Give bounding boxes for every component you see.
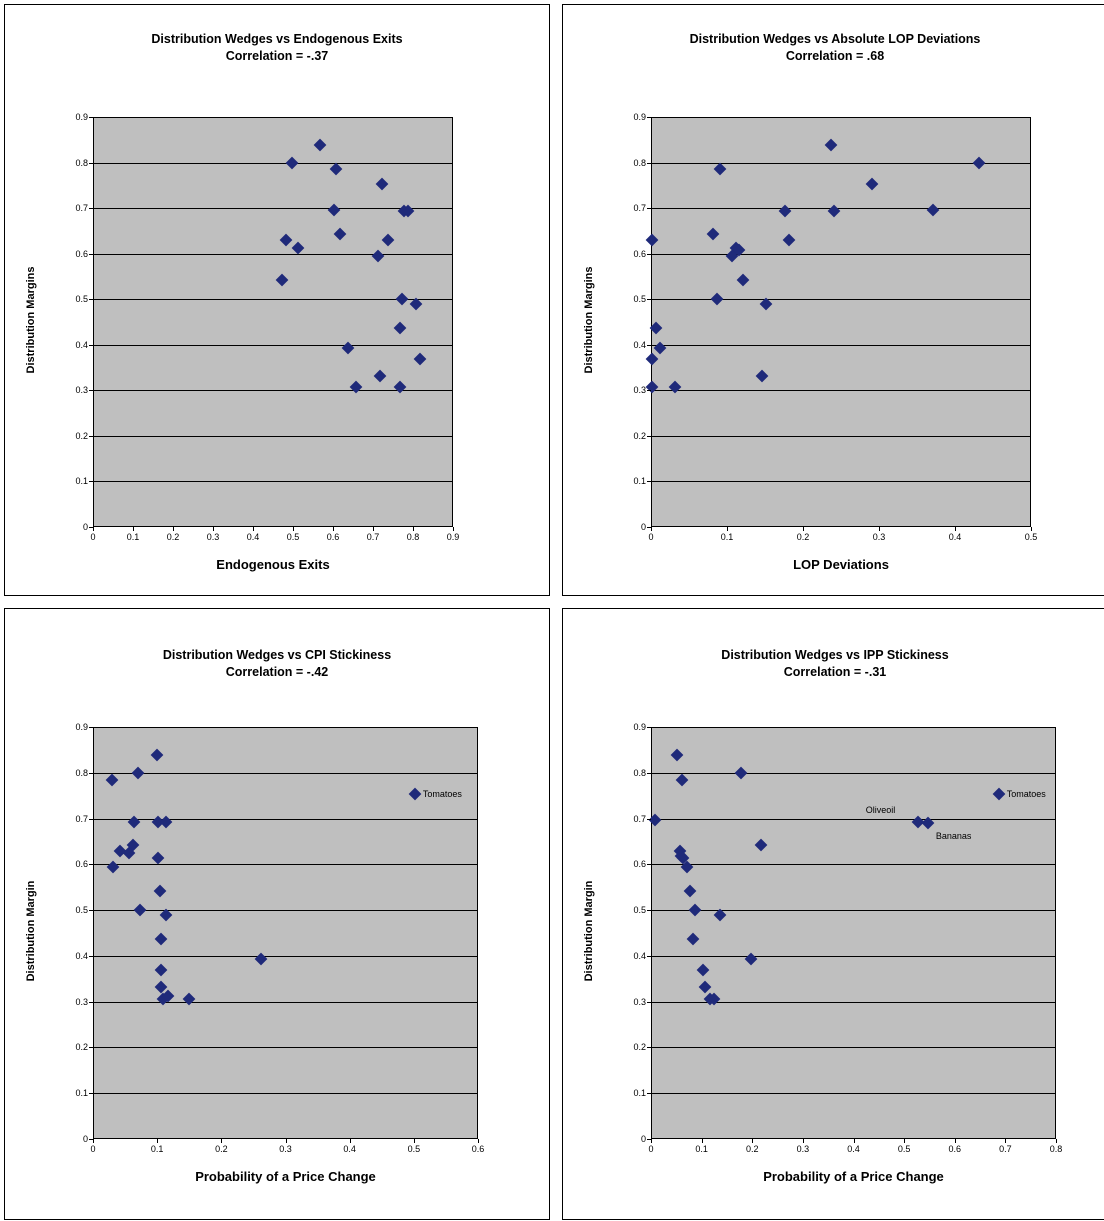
x-tick-mark (221, 1139, 222, 1143)
data-point (127, 815, 140, 828)
y-tick-label: 0.8 (633, 767, 646, 778)
x-tick-label: 0.6 (948, 1144, 962, 1154)
gridline-horizontal (94, 117, 452, 118)
gridline-horizontal (94, 773, 477, 774)
x-tick-label: 0.6 (326, 532, 340, 542)
plot-background (651, 117, 1031, 527)
data-point (756, 369, 769, 382)
x-tick-mark (293, 527, 294, 531)
x-tick-label: 0.9 (446, 532, 460, 542)
x-tick-mark (879, 527, 880, 531)
x-axis-label: Probability of a Price Change (195, 1169, 376, 1184)
x-tick-mark (133, 527, 134, 531)
point-annotation: Oliveoil (865, 804, 896, 815)
x-tick-label: 0.3 (872, 532, 886, 542)
y-tick-label: 0 (82, 1134, 88, 1144)
y-tick-mark (647, 1002, 651, 1003)
data-point (154, 884, 167, 897)
gridline-horizontal (652, 864, 1055, 865)
point-annotation: Bananas (935, 830, 972, 841)
x-tick-label: 0.1 (720, 532, 734, 542)
y-tick-label: 0.3 (633, 996, 646, 1007)
x-tick-label: 0.8 (1049, 1144, 1063, 1154)
chart-panel-endogenous-exits (4, 4, 550, 596)
data-point (714, 163, 727, 176)
y-tick-label: 0.2 (633, 1042, 646, 1053)
plot-background (651, 727, 1056, 1139)
data-point (151, 749, 164, 762)
data-point (154, 932, 167, 945)
y-tick-label: 0.1 (75, 1088, 88, 1099)
y-tick-mark (647, 1093, 651, 1094)
x-tick-mark (350, 1139, 351, 1143)
y-tick-label: 0.7 (75, 813, 88, 824)
y-tick-mark (647, 819, 651, 820)
data-point (394, 381, 407, 394)
y-tick-label: 0.6 (633, 859, 646, 870)
y-tick-mark (89, 864, 93, 865)
x-tick-label: 0.7 (366, 532, 380, 542)
y-tick-mark (89, 727, 93, 728)
data-point (314, 139, 327, 152)
x-tick-label: 0.1 (150, 1144, 164, 1154)
y-tick-mark (89, 481, 93, 482)
data-point (824, 139, 837, 152)
x-tick-mark (854, 1139, 855, 1143)
gridline-horizontal (652, 481, 1030, 482)
x-tick-label: 0.7 (999, 1144, 1012, 1154)
gridline-horizontal (652, 1047, 1055, 1048)
x-tick-mark (803, 527, 804, 531)
y-tick-label: 0 (640, 1134, 646, 1144)
chart-title-line2: Correlation = -.42 (225, 665, 329, 679)
x-tick-mark (803, 1139, 804, 1143)
chart-title-line1: Distribution Wedges vs CPI Stickiness (162, 648, 392, 662)
data-point (374, 369, 387, 382)
x-tick-mark (286, 1139, 287, 1143)
x-tick-label: 0.4 (948, 532, 962, 542)
data-point (668, 381, 681, 394)
chart-panel-ipp-stickiness (562, 608, 1104, 1220)
plot-area (75, 722, 485, 1154)
gridline-horizontal (94, 481, 452, 482)
y-tick-label: 0.8 (633, 157, 646, 168)
x-tick-mark (173, 527, 174, 531)
data-point (779, 205, 792, 218)
plot-area (633, 112, 1038, 542)
x-tick-label: 0.3 (279, 1144, 292, 1154)
data-point (107, 861, 120, 874)
gridline-horizontal (94, 1093, 477, 1094)
gridline-horizontal (652, 819, 1055, 820)
y-tick-label: 0.5 (633, 905, 646, 916)
y-tick-mark (647, 773, 651, 774)
y-tick-label: 0.1 (633, 1088, 646, 1099)
point-annotation: Tomatoes (1006, 789, 1046, 800)
y-tick-label: 0.2 (633, 430, 646, 441)
chart-panel-lop-deviations (562, 4, 1104, 596)
gridline-horizontal (652, 390, 1030, 391)
data-point (684, 884, 697, 897)
data-point (992, 788, 1005, 801)
x-tick-label: 0.2 (215, 1144, 228, 1154)
data-point (782, 233, 795, 246)
x-tick-label: 0.5 (1024, 532, 1038, 542)
y-tick-mark (89, 254, 93, 255)
y-tick-mark (89, 773, 93, 774)
data-point (106, 773, 119, 786)
gridline-horizontal (94, 956, 477, 957)
y-tick-mark (89, 163, 93, 164)
data-point (152, 852, 165, 865)
gridline-horizontal (94, 1002, 477, 1003)
data-point (653, 341, 666, 354)
x-tick-mark (904, 1139, 905, 1143)
data-point (254, 952, 267, 965)
x-tick-mark (1031, 527, 1032, 531)
x-tick-mark (413, 527, 414, 531)
y-tick-label: 0.8 (75, 767, 88, 778)
x-tick-mark (157, 1139, 158, 1143)
y-tick-label: 0.6 (633, 248, 646, 259)
y-tick-mark (647, 390, 651, 391)
y-tick-label: 0 (640, 522, 646, 532)
y-axis-label: Distribution Margin (583, 880, 595, 982)
data-point (648, 814, 661, 827)
data-point (710, 292, 723, 305)
chart-title (563, 647, 1104, 681)
x-axis-label: Probability of a Price Change (763, 1169, 944, 1184)
y-tick-mark (647, 345, 651, 346)
data-point (330, 163, 343, 176)
data-point (376, 178, 389, 191)
x-tick-label: 0.5 (407, 1144, 421, 1154)
x-axis-label: LOP Deviations (793, 557, 889, 572)
x-tick-label: 0.1 (126, 532, 140, 542)
y-tick-mark (89, 956, 93, 957)
y-tick-mark (647, 299, 651, 300)
data-point (276, 273, 289, 286)
y-tick-mark (647, 910, 651, 911)
x-tick-mark (453, 527, 454, 531)
y-tick-mark (89, 436, 93, 437)
y-tick-label: 0.1 (633, 476, 646, 487)
y-tick-label: 0.9 (75, 722, 88, 732)
y-tick-label: 0.3 (633, 385, 646, 396)
x-tick-label: 0.1 (695, 1144, 708, 1154)
data-point (927, 204, 940, 217)
gridline-horizontal (94, 864, 477, 865)
y-tick-label: 0.9 (633, 722, 646, 732)
data-point (408, 788, 421, 801)
data-point (286, 157, 299, 170)
x-tick-mark (651, 1139, 652, 1143)
data-point (183, 992, 196, 1005)
y-tick-mark (89, 299, 93, 300)
data-point (134, 903, 147, 916)
gridline-horizontal (94, 910, 477, 911)
y-tick-label: 0.7 (75, 203, 88, 214)
gridline-horizontal (652, 1093, 1055, 1094)
y-tick-label: 0.2 (75, 430, 88, 441)
x-tick-mark (333, 527, 334, 531)
x-tick-label: 0.4 (343, 1144, 356, 1154)
y-tick-mark (647, 481, 651, 482)
x-axis-label: Endogenous Exits (216, 557, 330, 572)
gridline-horizontal (652, 727, 1055, 728)
chart-title-line1: Distribution Wedges vs Endogenous Exits (151, 32, 403, 46)
y-tick-mark (89, 819, 93, 820)
y-tick-label: 0.4 (633, 950, 646, 961)
gridline-horizontal (94, 819, 477, 820)
y-tick-mark (89, 1002, 93, 1003)
data-point (372, 250, 385, 263)
y-tick-label: 0.1 (75, 476, 88, 487)
x-tick-mark (955, 1139, 956, 1143)
gridline-horizontal (652, 299, 1030, 300)
x-tick-mark (414, 1139, 415, 1143)
y-tick-mark (647, 208, 651, 209)
data-point (382, 233, 395, 246)
data-point (972, 157, 985, 170)
data-point (649, 321, 662, 334)
gridline-horizontal (652, 773, 1055, 774)
y-tick-mark (89, 117, 93, 118)
gridline-horizontal (652, 910, 1055, 911)
y-tick-label: 0.7 (633, 203, 646, 214)
x-tick-label: 0.5 (286, 532, 300, 542)
y-tick-label: 0.5 (75, 905, 88, 916)
gridline-horizontal (94, 163, 452, 164)
data-point (744, 952, 757, 965)
y-tick-label: 0.6 (75, 859, 88, 870)
chart-title-line2: Correlation = -.31 (783, 665, 887, 679)
y-tick-mark (647, 956, 651, 957)
gridline-horizontal (652, 117, 1030, 118)
y-tick-mark (89, 1093, 93, 1094)
y-tick-label: 0.4 (75, 339, 88, 350)
data-point (646, 381, 659, 394)
y-axis-label: Distribution Margins (583, 266, 595, 374)
x-tick-label: 0 (648, 532, 654, 542)
gridline-horizontal (652, 254, 1030, 255)
data-point (350, 381, 363, 394)
y-tick-mark (647, 727, 651, 728)
gridline-horizontal (652, 956, 1055, 957)
data-point (696, 964, 709, 977)
x-tick-label: 0 (648, 1144, 654, 1154)
data-point (328, 204, 341, 217)
point-annotation: Tomatoes (422, 789, 462, 800)
data-point (131, 767, 144, 780)
chart-title (5, 647, 549, 681)
x-tick-mark (1056, 1139, 1057, 1143)
data-point (676, 773, 689, 786)
gridline-horizontal (652, 345, 1030, 346)
x-tick-mark (213, 527, 214, 531)
x-tick-label: 0.8 (406, 532, 420, 542)
gridline-horizontal (94, 436, 452, 437)
y-tick-mark (89, 390, 93, 391)
gridline-horizontal (94, 345, 452, 346)
gridline-horizontal (94, 1047, 477, 1048)
y-tick-mark (89, 345, 93, 346)
y-tick-label: 0.4 (633, 339, 646, 350)
y-tick-label: 0.9 (633, 112, 646, 122)
data-point (396, 292, 409, 305)
y-tick-label: 0.5 (633, 294, 646, 305)
x-tick-mark (478, 1139, 479, 1143)
x-tick-mark (93, 1139, 94, 1143)
x-tick-label: 0.4 (847, 1144, 860, 1154)
y-tick-label: 0.3 (75, 996, 88, 1007)
data-point (292, 241, 305, 254)
y-tick-label: 0.5 (75, 294, 88, 305)
y-tick-mark (647, 254, 651, 255)
y-tick-mark (89, 1047, 93, 1048)
chart-title (563, 31, 1104, 65)
y-tick-label: 0.9 (75, 112, 88, 122)
x-tick-mark (702, 1139, 703, 1143)
gridline-horizontal (94, 254, 452, 255)
x-tick-label: 0.3 (796, 1144, 810, 1154)
data-point (334, 228, 347, 241)
y-tick-mark (647, 1047, 651, 1048)
chart-title-line2: Correlation = .68 (785, 49, 885, 63)
y-axis-label: Distribution Margin (25, 880, 37, 982)
y-tick-mark (647, 163, 651, 164)
x-tick-mark (651, 527, 652, 531)
chart-panel-cpi-stickiness (4, 608, 550, 1220)
x-tick-label: 0.2 (796, 532, 810, 542)
y-tick-label: 0.4 (75, 950, 88, 961)
y-tick-label: 0.6 (75, 248, 88, 259)
plot-background (93, 727, 478, 1139)
gridline-horizontal (94, 727, 477, 728)
y-axis-label: Distribution Margins (25, 266, 37, 374)
x-tick-label: 0.2 (745, 1144, 759, 1154)
data-point (737, 273, 750, 286)
y-tick-label: 0.7 (633, 813, 646, 824)
chart-title-line1: Distribution Wedges vs Absolute LOP Deviations (689, 32, 981, 46)
y-tick-mark (89, 208, 93, 209)
plot-area (75, 112, 460, 542)
data-point (159, 815, 172, 828)
data-point (646, 234, 659, 247)
data-point (280, 234, 293, 247)
data-point (646, 353, 659, 366)
y-tick-label: 0 (82, 522, 88, 532)
x-tick-mark (373, 527, 374, 531)
chart-title (5, 31, 549, 65)
x-tick-label: 0.3 (206, 532, 220, 542)
x-tick-label: 0.4 (246, 532, 260, 542)
x-tick-mark (253, 527, 254, 531)
data-point (671, 749, 684, 762)
x-tick-label: 0 (90, 532, 96, 542)
data-point (342, 341, 355, 354)
data-point (394, 321, 407, 334)
x-tick-label: 0 (90, 1144, 96, 1154)
data-point (689, 903, 702, 916)
x-tick-mark (955, 527, 956, 531)
x-tick-mark (93, 527, 94, 531)
data-point (155, 964, 168, 977)
x-tick-label: 0.6 (471, 1144, 485, 1154)
y-tick-label: 0.3 (75, 385, 88, 396)
chart-title-line1: Distribution Wedges vs IPP Stickiness (721, 648, 949, 662)
gridline-horizontal (652, 208, 1030, 209)
y-tick-label: 0.8 (75, 157, 88, 168)
data-point (828, 205, 841, 218)
x-tick-label: 0.2 (166, 532, 180, 542)
x-tick-mark (727, 527, 728, 531)
gridline-horizontal (652, 436, 1030, 437)
x-tick-label: 0.5 (897, 1144, 911, 1154)
plot-background (93, 117, 453, 527)
y-tick-mark (89, 910, 93, 911)
plot-area (633, 722, 1063, 1154)
x-tick-mark (1005, 1139, 1006, 1143)
data-point (754, 838, 767, 851)
y-tick-mark (647, 117, 651, 118)
data-point (686, 932, 699, 945)
data-point (866, 178, 879, 191)
data-point (734, 767, 747, 780)
y-tick-mark (647, 864, 651, 865)
y-tick-mark (647, 436, 651, 437)
data-point (706, 228, 719, 241)
y-tick-label: 0.2 (75, 1042, 88, 1053)
data-point (681, 861, 694, 874)
x-tick-mark (752, 1139, 753, 1143)
data-point (414, 353, 427, 366)
chart-title-line2: Correlation = -.37 (225, 49, 329, 63)
